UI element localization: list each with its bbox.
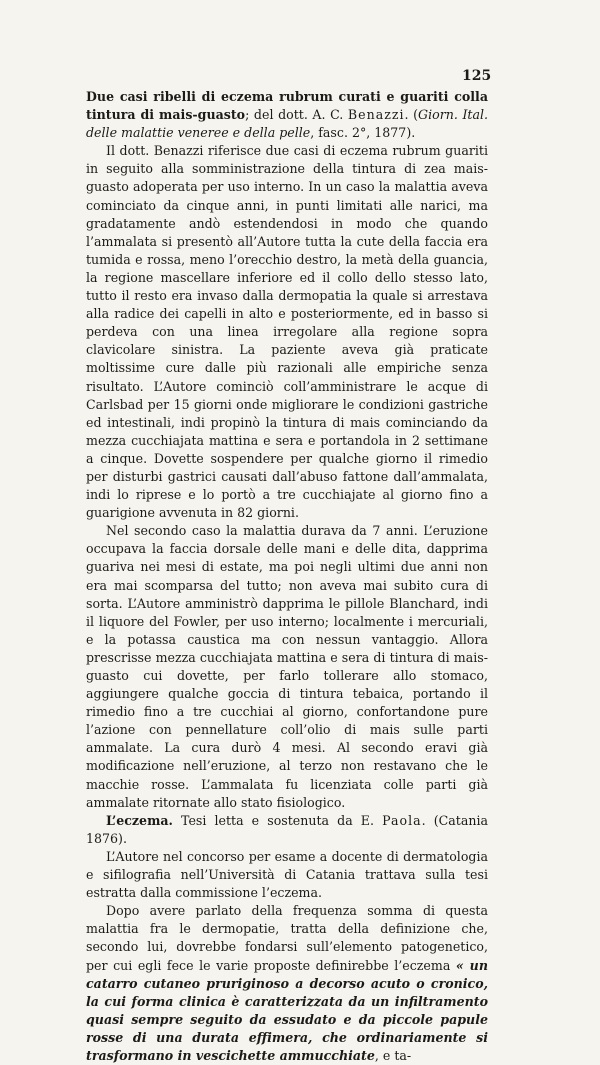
article1-journal: Giorn. Ital. delle malattie veneree e della pelle — [86, 107, 489, 141]
article1-paragraph-1: Il dott. Benazzi riferisce due casi di eczema rubrum guariti in seguito alla somministrazione della tintura di zea mais-guasto adoperata per uso interno. In un caso la malattia aveva cominciato da cinque anni, in punti limitati alle narici, ma gradatamente andò estendendosi in modo che quando l’ammalata si presentò all’Autore tutta la cute della faccia era tumida e rossa, meno l’orecchio destro, la metà della guancia, la regione mascellare inferiore ed il collo dello stesso lato, tutto il resto era invaso dalla dermopatia la quale si arrestava alla radice dei capelli in alto e posteriormente, ed in basso si perdeva con una linea irregolare alla regione sopra clavicolare sinistra. La paziente aveva già praticate moltissime cure dalle più razionali alle empiriche senza risultato. L’Autore cominciò coll’amministrare le acque di Carlsbad per 15 giorni onde migliorare le condizioni gastriche ed intestinali, indi propinò la tintura di mais cominciando da mezza cucchiajata mattina e sera e portandola in 2 settimane a cinque. Dovette sospendere per qualche giorno il rimedio per disturbi gastrici causati dall’abuso fattone dall’ammalata, indi lo riprese e lo portò a tre cucchiajate al giorno fino a guarigione avvenuta in 82 giorni. — [86, 143, 488, 521]
page-number: 125 — [462, 68, 492, 84]
article1-author: Benazzi — [347, 107, 405, 123]
article2-paragraph-2 — [86, 902, 488, 1065]
article2-title: L’eczema. — [106, 812, 173, 828]
article2-ref-end: . (Catania 1876). — [86, 812, 489, 846]
eczema-definition-quote: « un catarro cutaneo pruriginoso a decorso acuto o cronico, la cui forma clinica è caratterizzata da un infiltramento quasi sempre seguito da essudato e da piccole papule rosse di una durata effimera, che ordinariamente si trasformano in vescichette ammucchiate — [86, 957, 488, 1063]
article1-title: Due casi ribelli di eczema rubrum curati e guariti colla tintura di mais-guasto — [86, 89, 488, 123]
article2-heading — [86, 812, 488, 848]
article1-ref-end: , fasc. 2°, 1877). — [310, 125, 416, 141]
article1-ref-open: . ( — [404, 107, 419, 123]
text-block — [86, 88, 488, 1065]
article1-paragraph-2: Nel secondo caso la malattia durava da 7 anni. L’eruzione occupava la faccia dorsale delle mani e delle dita, dapprima guariva nei mesi di estate, ma poi negli ultimi due anni non era mai scomparsa del tutto; non aveva mai subito cura di sorta. L’Autore amministrò dapprima le pillole Blanchard, indi il liquore del Fowler, per uso interno; localmente i mercuriali, e la potassa caustica ma con nessun vantaggio. Allora prescrisse mezza cucchiajata mattina e sera di tintura di mais-guasto cui dovette, per farlo tollerare allo stomaco, aggiungere qualche goccia di tintura tebaica, portando il rimedio fino a tre cucchiai al giorno, confortandone pure l’azione con pennellature coll’olio di mais sulle parti ammalate. La cura durò 4 mesi. Al secondo eravi già modificazione nell’eruzione, al terzo non restavano che le macchie rosse. L’ammalata fu licenziata colle parti già ammalate ritornate allo stato fisiologico. — [86, 523, 488, 810]
article2-author: Paola — [382, 812, 422, 828]
article1-ref-prefix: ; del dott. A. C. — [245, 107, 348, 123]
article2-paragraph-2-text: Dopo avere parlato della frequenza somma di questa malattia fra le dermopatie, tratta della definizione che, secondo lui, dovrebbe fondarsi sull’elemento patogenetico, per cui egli fece le varie proposte definirebbe l’eczema — [86, 903, 488, 973]
article1-heading — [86, 88, 488, 142]
article2-paragraph-1: L’Autore nel concorso per esame a docente di dermatologia e sifilografia nell’Università di Catania trattava sulla tesi estratta dalla commissione l’eczema. — [86, 848, 488, 901]
article2-ref-pre: Tesi letta e sostenuta da E. — [172, 812, 383, 828]
article2-paragraph-2-tail: , e ta- — [374, 1047, 412, 1063]
